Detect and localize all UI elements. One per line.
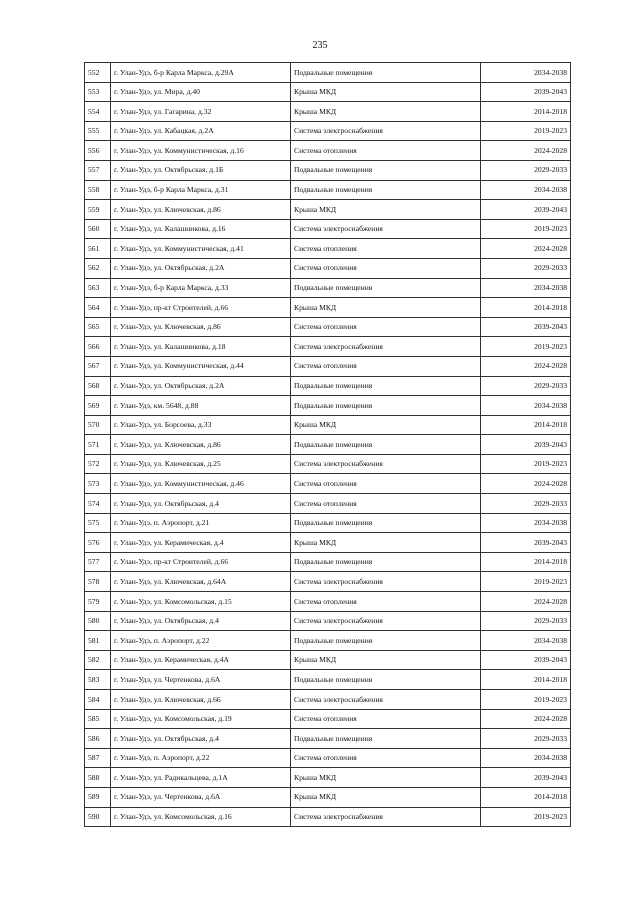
address-cell: г. Улан-Удэ, ул. Кабацкая, д.2А bbox=[111, 121, 291, 141]
address-cell: г. Улан-Удэ, ул. Коммунистическая, д.16 bbox=[111, 141, 291, 161]
table-row bbox=[85, 102, 571, 122]
address-cell: г. Улан-Удэ, б-р Карла Маркса, д.33 bbox=[111, 278, 291, 298]
row-number-cell: 587 bbox=[85, 748, 111, 768]
address-cell: г. Улан-Удэ, ул. Ключевская, д.86 bbox=[111, 200, 291, 220]
table-row bbox=[85, 729, 571, 749]
address-cell: г. Улан-Удэ, ул. Ключевская, д.25 bbox=[111, 454, 291, 474]
address-cell: г. Улан-Удэ, ул. Гагарина, д.32 bbox=[111, 102, 291, 122]
work-type-cell: Подвальные помещения bbox=[291, 278, 481, 298]
work-type-cell: Система отопления bbox=[291, 258, 481, 278]
work-type-cell: Система электроснабжения bbox=[291, 611, 481, 631]
address-cell: г. Улан-Удэ, ул. Мира, д.40 bbox=[111, 82, 291, 102]
address-cell: г. Улан-Удэ, ул. Комсомольская, д.19 bbox=[111, 709, 291, 729]
table-row bbox=[85, 533, 571, 553]
period-cell: 2019-2023 bbox=[481, 454, 571, 474]
address-cell: г. Улан-Удэ, ул. Коммунистическая, д.44 bbox=[111, 356, 291, 376]
table-row bbox=[85, 494, 571, 514]
row-number-cell: 552 bbox=[85, 63, 111, 83]
period-cell: 2039-2043 bbox=[481, 435, 571, 455]
address-cell: г. Улан-Удэ, п. Аэропорт, д.22 bbox=[111, 748, 291, 768]
period-cell: 2024-2028 bbox=[481, 356, 571, 376]
address-cell: г. Улан-Удэ, б-р Карла Маркса, д.31 bbox=[111, 180, 291, 200]
row-number-cell: 554 bbox=[85, 102, 111, 122]
table-row bbox=[85, 82, 571, 102]
work-type-cell: Подвальные помещения bbox=[291, 631, 481, 651]
row-number-cell: 590 bbox=[85, 807, 111, 827]
work-type-cell: Система отопления bbox=[291, 356, 481, 376]
address-cell: г. Улан-Удэ, пр-кт Строителей, д.66 bbox=[111, 552, 291, 572]
row-number-cell: 558 bbox=[85, 180, 111, 200]
table-row bbox=[85, 219, 571, 239]
row-number-cell: 553 bbox=[85, 82, 111, 102]
work-type-cell: Система отопления bbox=[291, 592, 481, 612]
row-number-cell: 563 bbox=[85, 278, 111, 298]
table-row bbox=[85, 376, 571, 396]
work-type-cell: Система отопления bbox=[291, 317, 481, 337]
work-type-cell: Подвальные помещения bbox=[291, 513, 481, 533]
row-number-cell: 584 bbox=[85, 690, 111, 710]
period-cell: 2014-2018 bbox=[481, 787, 571, 807]
work-type-cell: Крыша МКД bbox=[291, 82, 481, 102]
period-cell: 2029-2033 bbox=[481, 160, 571, 180]
period-cell: 2039-2043 bbox=[481, 650, 571, 670]
address-cell: г. Улан-Удэ, ул. Ключевская, д.86 bbox=[111, 435, 291, 455]
row-number-cell: 579 bbox=[85, 592, 111, 612]
period-cell: 2034-2038 bbox=[481, 63, 571, 83]
row-number-cell: 572 bbox=[85, 454, 111, 474]
work-type-cell: Система отопления bbox=[291, 141, 481, 161]
table-row bbox=[85, 160, 571, 180]
table-row bbox=[85, 552, 571, 572]
row-number-cell: 556 bbox=[85, 141, 111, 161]
period-cell: 2029-2033 bbox=[481, 258, 571, 278]
period-cell: 2019-2023 bbox=[481, 337, 571, 357]
work-type-cell: Крыша МКД bbox=[291, 415, 481, 435]
table-row bbox=[85, 298, 571, 318]
registry-table-body bbox=[85, 63, 571, 827]
row-number-cell: 580 bbox=[85, 611, 111, 631]
period-cell: 2029-2033 bbox=[481, 494, 571, 514]
work-type-cell: Система электроснабжения bbox=[291, 572, 481, 592]
table-row bbox=[85, 611, 571, 631]
table-row bbox=[85, 435, 571, 455]
address-cell: г. Улан-Удэ, ул. Чертенкова, д.6А bbox=[111, 670, 291, 690]
period-cell: 2039-2043 bbox=[481, 200, 571, 220]
row-number-cell: 560 bbox=[85, 219, 111, 239]
row-number-cell: 566 bbox=[85, 337, 111, 357]
row-number-cell: 562 bbox=[85, 258, 111, 278]
row-number-cell: 559 bbox=[85, 200, 111, 220]
table-row bbox=[85, 278, 571, 298]
work-type-cell: Подвальные помещения bbox=[291, 63, 481, 83]
period-cell: 2034-2038 bbox=[481, 180, 571, 200]
work-type-cell: Крыша МКД bbox=[291, 200, 481, 220]
period-cell: 2039-2043 bbox=[481, 317, 571, 337]
address-cell: г. Улан-Удэ, ул. Октябрьская, д.1Б bbox=[111, 160, 291, 180]
period-cell: 2014-2018 bbox=[481, 552, 571, 572]
period-cell: 2019-2023 bbox=[481, 807, 571, 827]
row-number-cell: 576 bbox=[85, 533, 111, 553]
work-type-cell: Подвальные помещения bbox=[291, 552, 481, 572]
address-cell: г. Улан-Удэ, ул. Ключевская, д.66 bbox=[111, 690, 291, 710]
row-number-cell: 574 bbox=[85, 494, 111, 514]
table-row bbox=[85, 650, 571, 670]
table-row bbox=[85, 592, 571, 612]
address-cell: г. Улан-Удэ, ул. Ключевская, д.64А bbox=[111, 572, 291, 592]
row-number-cell: 567 bbox=[85, 356, 111, 376]
address-cell: г. Улан-Удэ, пр-кт Строителей, д.66 bbox=[111, 298, 291, 318]
period-cell: 2034-2038 bbox=[481, 631, 571, 651]
work-type-cell: Система отопления bbox=[291, 709, 481, 729]
table-row bbox=[85, 768, 571, 788]
work-type-cell: Система отопления bbox=[291, 748, 481, 768]
row-number-cell: 561 bbox=[85, 239, 111, 259]
address-cell: г. Улан-Удэ, ул. Чертенкова, д.6А bbox=[111, 787, 291, 807]
registry-table bbox=[84, 62, 571, 827]
table-row bbox=[85, 748, 571, 768]
address-cell: г. Улан-Удэ, ул. Октябрьская, д.2А bbox=[111, 376, 291, 396]
work-type-cell: Подвальные помещения bbox=[291, 396, 481, 416]
work-type-cell: Система электроснабжения bbox=[291, 690, 481, 710]
table-row bbox=[85, 690, 571, 710]
address-cell: г. Улан-Удэ, ул. Октябрьская, д.4 bbox=[111, 611, 291, 631]
work-type-cell: Система электроснабжения bbox=[291, 121, 481, 141]
work-type-cell: Система электроснабжения bbox=[291, 337, 481, 357]
row-number-cell: 569 bbox=[85, 396, 111, 416]
address-cell: г. Улан-Удэ, ул. Комсомольская, д.15 bbox=[111, 592, 291, 612]
table-row bbox=[85, 121, 571, 141]
table-row bbox=[85, 396, 571, 416]
row-number-cell: 586 bbox=[85, 729, 111, 749]
address-cell: г. Улан-Удэ, ул. Калашникова, д.16 bbox=[111, 219, 291, 239]
row-number-cell: 589 bbox=[85, 787, 111, 807]
period-cell: 2034-2038 bbox=[481, 278, 571, 298]
work-type-cell: Система электроснабжения bbox=[291, 807, 481, 827]
work-type-cell: Система отопления bbox=[291, 239, 481, 259]
work-type-cell: Крыша МКД bbox=[291, 787, 481, 807]
work-type-cell: Крыша МКД bbox=[291, 768, 481, 788]
period-cell: 2039-2043 bbox=[481, 768, 571, 788]
work-type-cell: Система отопления bbox=[291, 494, 481, 514]
work-type-cell: Крыша МКД bbox=[291, 102, 481, 122]
address-cell: г. Улан-Удэ, б-р Карла Маркса, д.29А bbox=[111, 63, 291, 83]
work-type-cell: Система электроснабжения bbox=[291, 219, 481, 239]
work-type-cell: Подвальные помещения bbox=[291, 376, 481, 396]
period-cell: 2034-2038 bbox=[481, 748, 571, 768]
work-type-cell: Подвальные помещения bbox=[291, 180, 481, 200]
address-cell: г. Улан-Удэ, ул. Комсомольская, д.16 bbox=[111, 807, 291, 827]
address-cell: г. Улан-Удэ, п. Аэропорт, д.21 bbox=[111, 513, 291, 533]
work-type-cell: Подвальные помещения bbox=[291, 160, 481, 180]
table-row bbox=[85, 631, 571, 651]
period-cell: 2014-2018 bbox=[481, 670, 571, 690]
table-row bbox=[85, 239, 571, 259]
period-cell: 2019-2023 bbox=[481, 121, 571, 141]
table-row bbox=[85, 180, 571, 200]
address-cell: г. Улан-Удэ, ул. Коммунистическая, д.46 bbox=[111, 474, 291, 494]
table-row bbox=[85, 454, 571, 474]
row-number-cell: 585 bbox=[85, 709, 111, 729]
address-cell: г. Улан-Удэ, ул. Керамическая, д.4 bbox=[111, 533, 291, 553]
work-type-cell: Подвальные помещения bbox=[291, 435, 481, 455]
period-cell: 2019-2023 bbox=[481, 690, 571, 710]
work-type-cell: Система электроснабжения bbox=[291, 454, 481, 474]
table-row bbox=[85, 317, 571, 337]
row-number-cell: 581 bbox=[85, 631, 111, 651]
table-row bbox=[85, 141, 571, 161]
work-type-cell: Крыша МКД bbox=[291, 298, 481, 318]
address-cell: г. Улан-Удэ, ул. Радикальцева, д.1А bbox=[111, 768, 291, 788]
address-cell: г. Улан-Удэ, ул. Калашникова, д.18 bbox=[111, 337, 291, 357]
address-cell: г. Улан-Удэ, ул. Ключевская, д.86 bbox=[111, 317, 291, 337]
period-cell: 2029-2033 bbox=[481, 611, 571, 631]
period-cell: 2014-2018 bbox=[481, 102, 571, 122]
table-row bbox=[85, 513, 571, 533]
table-row bbox=[85, 356, 571, 376]
period-cell: 2024-2028 bbox=[481, 239, 571, 259]
table-row bbox=[85, 572, 571, 592]
table-row bbox=[85, 258, 571, 278]
period-cell: 2019-2023 bbox=[481, 219, 571, 239]
address-cell: г. Улан-Удэ, км. 5648, д.88 bbox=[111, 396, 291, 416]
period-cell: 2024-2028 bbox=[481, 709, 571, 729]
period-cell: 2014-2018 bbox=[481, 298, 571, 318]
period-cell: 2024-2028 bbox=[481, 474, 571, 494]
address-cell: г. Улан-Удэ, п. Аэропорт, д.22 bbox=[111, 631, 291, 651]
row-number-cell: 570 bbox=[85, 415, 111, 435]
address-cell: г. Улан-Удэ, ул. Керамическая, д.4А bbox=[111, 650, 291, 670]
work-type-cell: Подвальные помещения bbox=[291, 729, 481, 749]
row-number-cell: 573 bbox=[85, 474, 111, 494]
period-cell: 2029-2033 bbox=[481, 729, 571, 749]
work-type-cell: Крыша МКД bbox=[291, 650, 481, 670]
period-cell: 2024-2028 bbox=[481, 141, 571, 161]
table-row bbox=[85, 709, 571, 729]
address-cell: г. Улан-Удэ, ул. Октябрьская, д.4 bbox=[111, 494, 291, 514]
table-row bbox=[85, 415, 571, 435]
table-row bbox=[85, 474, 571, 494]
table-row bbox=[85, 670, 571, 690]
row-number-cell: 565 bbox=[85, 317, 111, 337]
period-cell: 2029-2033 bbox=[481, 376, 571, 396]
row-number-cell: 582 bbox=[85, 650, 111, 670]
work-type-cell: Подвальные помещения bbox=[291, 670, 481, 690]
row-number-cell: 571 bbox=[85, 435, 111, 455]
period-cell: 2024-2028 bbox=[481, 592, 571, 612]
row-number-cell: 583 bbox=[85, 670, 111, 690]
row-number-cell: 588 bbox=[85, 768, 111, 788]
table-row bbox=[85, 63, 571, 83]
row-number-cell: 564 bbox=[85, 298, 111, 318]
row-number-cell: 557 bbox=[85, 160, 111, 180]
table-row bbox=[85, 337, 571, 357]
row-number-cell: 568 bbox=[85, 376, 111, 396]
period-cell: 2034-2038 bbox=[481, 396, 571, 416]
row-number-cell: 577 bbox=[85, 552, 111, 572]
period-cell: 2039-2043 bbox=[481, 533, 571, 553]
row-number-cell: 578 bbox=[85, 572, 111, 592]
table-row bbox=[85, 807, 571, 827]
row-number-cell: 575 bbox=[85, 513, 111, 533]
period-cell: 2039-2043 bbox=[481, 82, 571, 102]
period-cell: 2014-2018 bbox=[481, 415, 571, 435]
address-cell: г. Улан-Удэ, ул. Борсоева, д.33 bbox=[111, 415, 291, 435]
row-number-cell: 555 bbox=[85, 121, 111, 141]
address-cell: г. Улан-Удэ, ул. Октябрьская, д.4 bbox=[111, 729, 291, 749]
work-type-cell: Система отопления bbox=[291, 474, 481, 494]
period-cell: 2019-2023 bbox=[481, 572, 571, 592]
page-number: 235 bbox=[312, 40, 328, 51]
address-cell: г. Улан-Удэ, ул. Коммунистическая, д.41 bbox=[111, 239, 291, 259]
address-cell: г. Улан-Удэ, ул. Октябрьская, д.2А bbox=[111, 258, 291, 278]
period-cell: 2034-2038 bbox=[481, 513, 571, 533]
table-row bbox=[85, 200, 571, 220]
table-row bbox=[85, 787, 571, 807]
work-type-cell: Крыша МКД bbox=[291, 533, 481, 553]
